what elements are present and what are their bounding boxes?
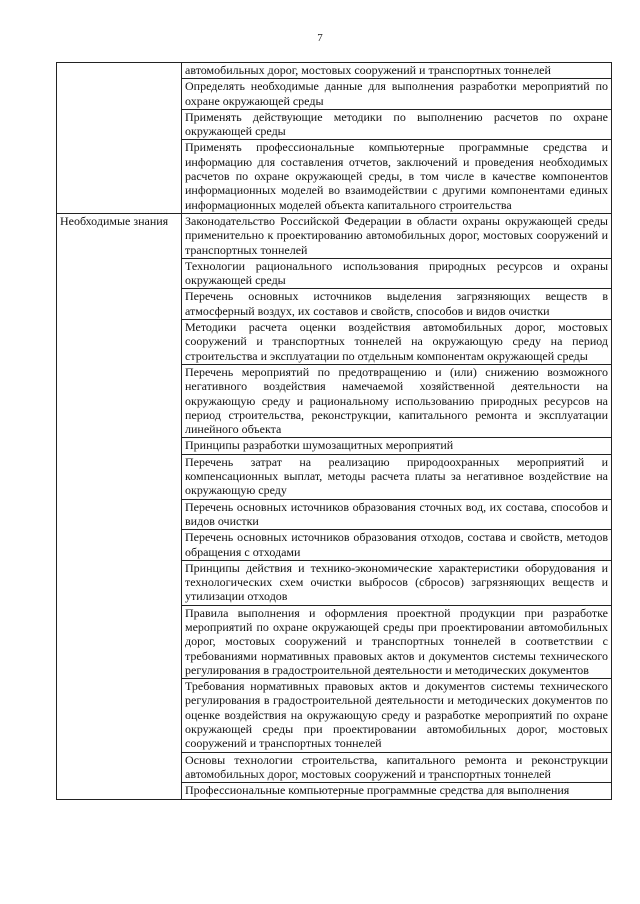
table-cell: Перечень затрат на реализацию природоохранных мероприятий и компенсационных выплат, методы расчета платы за негативное воздействие на окружающую среду [182,454,612,499]
table-cell: Принципы действия и технико-экономические характеристики оборудования и технологических схем очистки выбросов (сбросов) загрязняющих веществ и утилизации отходов [182,560,612,605]
table-cell: Методики расчета оценки воздействия автомобильных дорог, мостовых сооружений и транспортных тоннелей на окружающую среду на период строительства и эксплуатации по отдельным компонентам окружающей среды [182,320,612,365]
table-cell: автомобильных дорог, мостовых сооружений и транспортных тоннелей [182,63,612,79]
table-cell: Профессиональные компьютерные программные средства для выполнения [182,783,612,799]
table-cell: Применять действующие методики по выполнению расчетов по охране окружающей среды [182,109,612,140]
table-cell: Принципы разработки шумозащитных мероприятий [182,438,612,454]
table-cell: Технологии рационального использования природных ресурсов и охраны окружающей среды [182,258,612,289]
table-cell: Правила выполнения и оформления проектной продукции при разработке мероприятий по охране окружающей среды при проектировании автомобильных дорог, мостовых сооружений и транспортных тоннелей в соответствии с требованиями нормативных правовых актов и документов системы технического регулирования в градостроительной деятельности и методических документов [182,605,612,678]
table-cell: Перечень основных источников выделения загрязняющих веществ в атмосферный воздух, их составов и свойств, способов и видов очистки [182,289,612,320]
section-label-knowledge: Необходимые знания [57,213,182,799]
table-cell: Требования нормативных правовых актов и документов системы технического регулирования в градостроительной деятельности и методических документов по оценке воздействия на окружающую среду и разработке мероприятий по охране окружающей среды при проектировании автомобильных дорог, мостовых сооружений и транспортных тоннелей [182,679,612,752]
table-cell: Применять профессиональные компьютерные программные средства и информацию для составления отчетов, заключений и проведения необходимых расчетов по охране окружающей среды, в том числе в качестве компонентов информационных моделей во взаимодействии с другими компонентами единых информационных моделей объекта капитального строительства [182,140,612,213]
page-number: 7 [317,32,323,44]
table-row [57,213,612,258]
table-cell: Перечень основных источников образования сточных вод, их состава, способов и видов очистки [182,499,612,530]
table-cell: Законодательство Российской Федерации в области охраны окружающей среды применительно к проектированию автомобильных дорог, мостовых сооружений и транспортных тоннелей [182,213,612,258]
table-cell: Перечень основных источников образования отходов, состава и свойств, методов обращения с отходами [182,530,612,561]
table-cell: Определять необходимые данные для выполнения разработки мероприятий по охране окружающей среды [182,79,612,110]
table-cell: Перечень мероприятий по предотвращению и (или) снижению возможного негативного воздействия намечаемой хозяйственной деятельности на окружающую среду и рациональному использованию природных ресурсов на период строительства, реконструкции, капитального ремонта и эксплуатации линейного объекта [182,364,612,437]
table-cell: Основы технологии строительства, капитального ремонта и реконструкции автомобильных дорог, мостовых сооружений и транспортных тоннелей [182,752,612,783]
table-row [57,63,612,79]
section-label-skills [57,63,182,214]
requirements-table [56,62,612,800]
